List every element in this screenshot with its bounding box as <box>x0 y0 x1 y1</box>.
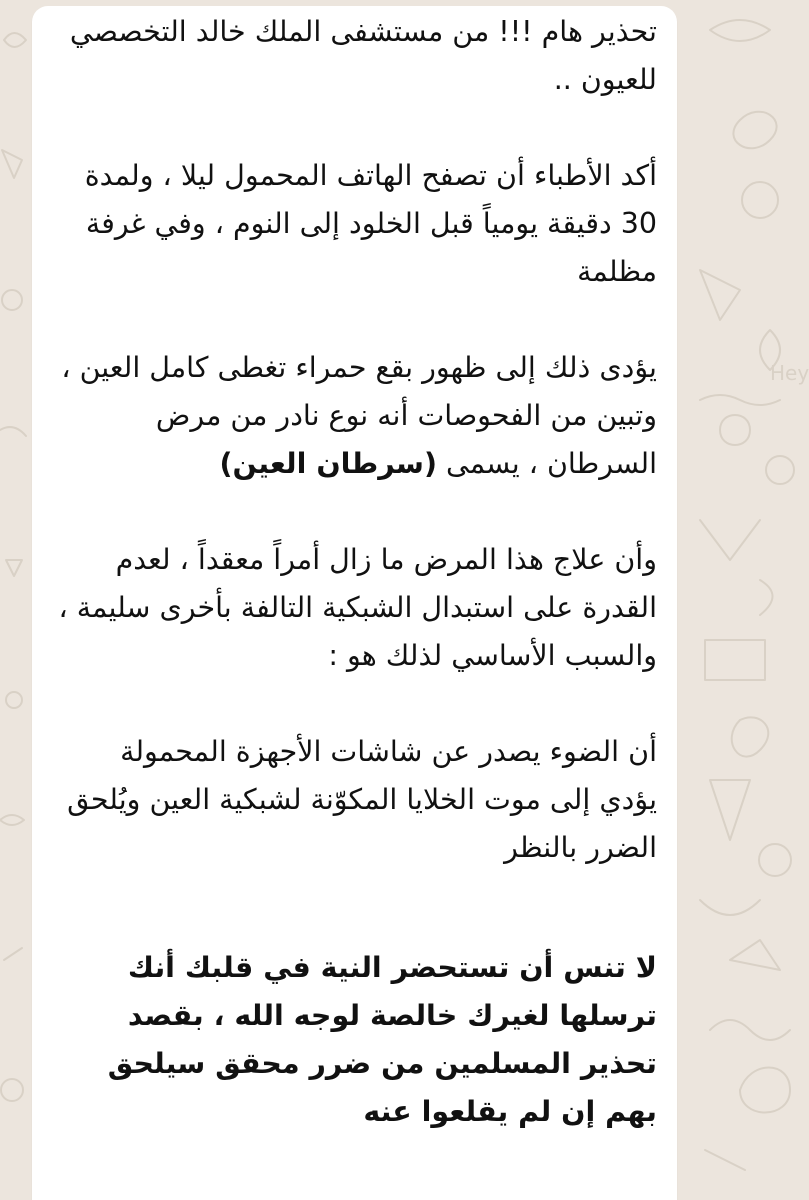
message-text <box>58 8 657 1136</box>
message-paragraph-1: تحذير هام !!! من مستشفى الملك خالد التخصصي للعيون .. <box>69 15 657 96</box>
eye-cancer-term: (سرطان العين) <box>219 447 437 480</box>
message-paragraph-3 <box>58 344 657 488</box>
message-bubble[interactable] <box>32 6 677 1200</box>
message-paragraph-2: أكد الأطباء أن تصفح الهاتف المحمول ليلا ، ولمدة 30 دقيقة يومياً قبل الخلود إلى النوم ، وفي غرفة مظلمة <box>84 159 657 288</box>
message-paragraph-6: لا تنس أن تستحضر النية في قلبك أنك ترسلها لغيرك خالصة لوجه الله ، بقصد تحذير المسلمين من ضرر محقق سيلحق بهم إن لم يقلعوا عنه <box>107 951 657 1128</box>
message-paragraph-4: وأن علاج هذا المرض ما زال أمراً معقداً ، لعدم القدرة على استبدال الشبكية التالفة بأخرى سليمة ، والسبب الأساسي لذلك هو : <box>58 543 657 672</box>
message-paragraph-5: أن الضوء يصدر عن شاشات الأجهزة المحمولة يؤدي إلى موت الخلايا المكوّنة لشبكية العين ويُلحق الضرر بالنظر <box>67 735 657 864</box>
svg-text:Hey: Hey <box>770 361 809 385</box>
message-paragraph-3-text: يؤدى ذلك إلى ظهور بقع حمراء تغطى كامل العين ، وتبين من الفحوصات أنه نوع نادر من مرض السرطان ، يسمى <box>61 351 657 480</box>
